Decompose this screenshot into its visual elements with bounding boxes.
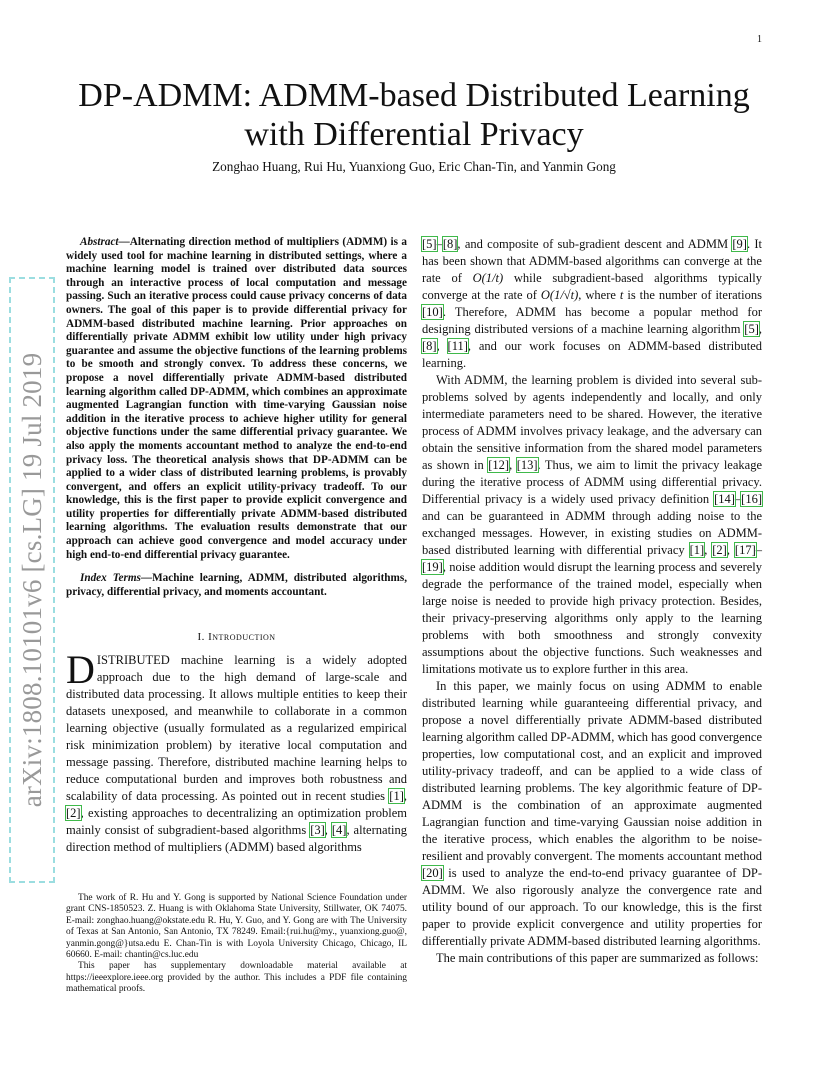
footnotes: [66, 893, 407, 996]
citation-link[interactable]: [8]: [422, 339, 437, 353]
citation-link[interactable]: [12]: [488, 458, 510, 472]
text-span: With ADMM, the learning problem is divided into several sub-problems solved by agents independently and locally, and only intermediate parameters need to be shared. However, the iterative process of ADMM involves privacy leakage, and the adversary can obtain the sensitive information from the shared model parameters as shown in: [422, 373, 762, 472]
text-span: , and composite of sub-gradient descent and ADMM: [457, 237, 733, 251]
index-terms-text: —Machine learning, ADMM, distributed algorithms, privacy, differential privacy, and moments accountant.: [66, 572, 407, 598]
text-span: ,: [509, 458, 517, 472]
citation-link[interactable]: [1]: [389, 789, 404, 804]
citation-link[interactable]: [4]: [331, 823, 347, 838]
text-span: , noise addition would disrupt the learning process and severely degrade the performance of the trained model, especially when large noise is needed to provide high privacy protection. Besides, their privacy-preserving algorithms only apply to the learning problems with both smoothness and strongly convexity assumptions about the objective functions. Such weaknesses and limitations motivate us to explore further in this area.: [422, 560, 762, 676]
citation-link[interactable]: [2]: [712, 543, 727, 557]
text-span: is the number of iterations: [623, 288, 762, 302]
section-heading-introduction: [66, 629, 407, 646]
intro-paragraph-2: [422, 372, 762, 678]
text-span: –: [436, 237, 443, 251]
abstract: [66, 236, 407, 562]
intro-paragraph-3: [422, 678, 762, 950]
intro-paragraph-1-continued: [422, 236, 762, 372]
text-span: ,: [704, 543, 713, 557]
abstract-label: Abstract: [80, 236, 119, 248]
text-span: . Thus, we aim to limit the privacy leakage during the iterative process of ADMM using differential privacy. Differential privacy is a widely used privacy definition: [422, 458, 762, 506]
intro-paragraph-1: [66, 647, 408, 856]
text-span: –: [734, 492, 742, 506]
text-span: ,: [726, 543, 735, 557]
section-number: I.: [197, 631, 205, 644]
text-span: , alternating direction method of multipliers (ADMM) based algorithms: [66, 823, 408, 855]
right-column: [422, 236, 762, 967]
citation-link[interactable]: [14]: [714, 492, 735, 506]
section-title: Introduction: [208, 631, 276, 644]
page-number: 1: [757, 34, 762, 45]
citation-link[interactable]: [17]: [734, 543, 756, 557]
math-variable-t: t: [619, 288, 624, 302]
text-span: is used to analyze the end-to-end privacy guarantee of DP-ADMM. We also rigorously analyze the convergence rate and utility bound of our approach. To our knowledge, this is the first paper to provide explicit convergence and utility properties for differentially private ADMM-based distributed learning algorithms.: [422, 866, 762, 948]
title-line-1: DP-ADMM: ADMM-based Distributed Learning: [78, 77, 750, 114]
text-span: . It has been shown that ADMM-based algorithms can converge at the rate of: [422, 237, 762, 285]
index-terms-label: Index Terms: [80, 572, 141, 585]
citation-link[interactable]: [8]: [442, 237, 458, 251]
title-line-2: with Differential Privacy: [244, 116, 584, 153]
math-rate-admm: O(1/t): [472, 271, 504, 285]
citation-link[interactable]: [10]: [422, 305, 443, 319]
citation-link[interactable]: [5]: [744, 322, 759, 336]
citation-link[interactable]: [13]: [516, 458, 538, 472]
text-span: –: [755, 543, 762, 557]
text-span: , where: [578, 288, 620, 302]
intro-paragraph-4: The main contributions of this paper are summarized as follows:: [436, 951, 759, 965]
text-span: ,: [403, 789, 407, 804]
abstract-text: —Alternating direction method of multipliers (ADMM) is a widely used tool for machine learning in distributed settings, where a machine learning model is trained over distributed data sources through an interactive process of local computation and message passing. Such an iterative process could cause privacy concerns of data owners. The goal of this paper is to provide differential privacy for ADMM-based distributed machine learning. Prior approaches on differentially private ADMM exhibit low utility under high privacy guarantee and assume the objective functions of the learning problems to be smooth and strongly convex. To address these concerns, we propose a novel differentially private ADMM-based distributed learning algorithm called DP-ADMM, which combines an approximate augmented Lagrangian function with time-varying Gaussian noise addition in the iterative process to achieve higher utility for general objective functions under the same differential privacy guarantee. We also apply the moments accountant method to analyze the end-to-end privacy loss. The theoretical analysis shows that DP-ADMM can be applied to a wider class of distributed learning problems, is provably convergent, and offers an explicit utility-privacy tradeoff. To our knowledge, this is the first paper to provide explicit convergence and utility properties for differentially private ADMM-based distributed learning algorithms. The evaluation results demonstrate that our approach can achieve good convergence and model accuracy under high end-to-end differential privacy guarantee.: [66, 236, 407, 561]
paper-title: [40, 76, 788, 154]
citation-link[interactable]: [2]: [66, 806, 81, 821]
citation-link[interactable]: [19]: [422, 560, 443, 574]
citation-link[interactable]: [20]: [422, 866, 443, 880]
text-span: , existing approaches to decentralizing an optimization problem mainly consist of subgradient-based algorithms: [66, 806, 407, 838]
text-span: and can be guaranteed in ADMM through adding noise to the exchanged messages. However, in existing studies on ADMM-based distributed learning with differential privacy: [422, 509, 762, 557]
citation-link[interactable]: [3]: [310, 823, 325, 838]
citation-link[interactable]: [5]: [422, 237, 437, 251]
math-rate-subgradient: O(1/√t): [540, 288, 579, 302]
left-column: [66, 236, 407, 856]
index-terms: [66, 572, 407, 599]
author-list: Zonghao Huang, Rui Hu, Yuanxiong Guo, Eric Chan-Tin, and Yanmin Gong: [212, 159, 616, 174]
citation-link[interactable]: [1]: [689, 543, 705, 557]
text-span: , and our work focuses on ADMM-based distributed learning.: [422, 339, 762, 370]
footnote-affiliations: The work of R. Hu and Y. Gong is supported by National Science Foundation under grant CNS-1850523. Z. Huang is with Oklahoma State University, Stillwater, OK 74075. E-mail: zonghao.huang@okstate.edu R. Hu, Y. Guo, and Y. Gong are with The University of Texas at San Antonio, San Antonio, TX 78249. Email:{rui.hu@my., yuanxiong.guo@, yanmin.gong@}utsa.edu E. Chan-Tin is with Loyola University Chicago, Chicago, IL 60660. E-mail: chantin@cs.luc.edu: [66, 893, 407, 961]
text-span: ,: [436, 339, 448, 353]
citation-link[interactable]: [16]: [741, 492, 762, 506]
text-span: while subgradient-based algorithms typically converge at the rate of: [422, 271, 762, 302]
citation-link[interactable]: [11]: [447, 339, 468, 353]
text-span: In this paper, we mainly focus on using ADMM to enable distributed learning while guaranteeing differential privacy, and propose a novel differentially private ADMM-based distributed learning algorithm called DP-ADMM, which has good convergence properties, low computational cost, and an explicit and improved utility-privacy tradeoff, and can be applied to a wide class of distributed learning problems. The key algorithmic feature of DP-ADMM is the combination of an approximate augmented Lagrangian function and time-varying Gaussian noise addition in the iterative process, which enables the algorithm to be noise-resilient and provably convergent. The moments accountant method: [422, 679, 762, 863]
text-span: ,: [324, 823, 332, 838]
arxiv-identifier-stamp[interactable]: arXiv:1808.10101v6 [cs.LG] 19 Jul 2019: [12, 280, 52, 880]
drop-cap: D: [66, 647, 95, 693]
citation-link[interactable]: [9]: [732, 237, 747, 251]
text-span: ,: [758, 322, 762, 336]
text-span: . Therefore, ADMM has become a popular method for designing distributed versions of a machine learning algorithm: [422, 305, 762, 336]
text-span: ISTRIBUTED machine learning is a widely adopted approach due to the high demand of large-scale and distributed data processing. It allows multiple entities to keep their datasets unexposed, and meanwhile to collaborate in a common learning objective (usually formulated as a regularized empirical risk minimization problem) by iterative local computation and message passing. Therefore, distributed machine learning helps to reduce computational burden and improves both robustness and scalability of data processing. As pointed out in recent studies: [66, 653, 407, 804]
footnote-supplementary: This paper has supplementary downloadable material available at https://ieeexplore.ieee.org provided by the author. This includes a PDF file containing mathematical proofs.: [66, 961, 407, 995]
